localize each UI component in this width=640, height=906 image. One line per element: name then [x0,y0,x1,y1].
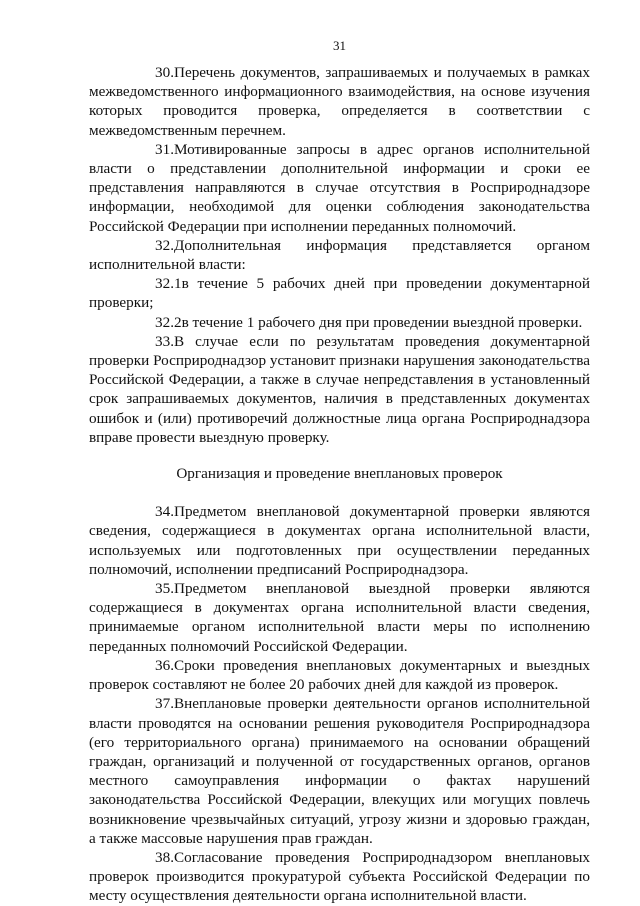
paragraph-36 [89,656,590,694]
paragraph-35 [89,579,590,656]
paragraph-32-2 [89,313,590,332]
paragraph-number: 32. [155,236,174,254]
paragraph-text: Перечень документов, запрашиваемых и получаемых в рамках межведомственного информационного взаимодействия, на основе изучения которых проводится проверка, определяется в соответствии с межведомственным перечнем. [89,64,590,139]
paragraph-37 [89,694,590,848]
paragraph-33 [89,332,590,447]
paragraph-text: в течение 5 рабочих дней при проведении документарной проверки; [89,275,590,312]
paragraph-number: 32.2 [155,313,182,331]
paragraph-34 [89,502,590,579]
paragraph-number: 30. [155,64,174,81]
paragraph-31 [89,140,590,236]
paragraph-text: Сроки проведения внеплановых документарных и выездных проверок составляют не более 20 рабочих дней для каждой из проверок. [89,656,590,694]
paragraph-text: Мотивированные запросы в адрес органов исполнительной власти о представлении дополнительной информации и сроки ее представления направляются в случае отсутствия в Росприроднадзоре информации, необходимой для оценки соблюдения законодательства Российской Федерации при исполнении переданных полномочий. [89,140,590,235]
paragraph-text: Дополнительная информация представляется органом исполнительной власти: [89,236,590,274]
paragraph-number: 32.1 [155,275,182,293]
paragraph-38 [89,848,590,906]
paragraph-text: Внеплановые проверки деятельности органов исполнительной власти проводятся на основании решения руководителя Росприроднадзора (его территориального органа) принимаемого на основании обращений граждан, организаций и полученной от государственных органов, органов местного самоуправления информации о фактах нарушений законодательства Российской Федерации, влекущих или могущих повлечь возникновение чрезвычайных ситуаций, угрозу жизни и здоровью граждан, а также массовые нарушения прав граждан. [89,695,590,847]
paragraph-text: Согласование проведения Росприроднадзором внеплановых проверок производится прокуратурой субъекта Российской Федерации по месту осуществления деятельности органа исполнительной власти. [89,848,590,905]
paragraph-text: В случае если по результатам проведения документарной проверки Росприроднадзор установит признаки нарушения законодательства Российской Федерации, а также в случае непредставления в установленный срок запрашиваемых документов, наличия в представленных документах ошибок и (или) противоречий должностные лица органа Росприроднадзора вправе провести выездную проверку. [89,332,590,446]
paragraph-number: 36. [155,656,174,674]
paragraph-32 [89,236,590,274]
section-title: Организация и проведение внеплановых проверок [176,465,503,483]
paragraph-text: Предметом внеплановой выездной проверки являются содержащиеся в документах органа исполнительной власти сведения, принимаемые органом исполнительной власти меры по исполнению переданных полномочий Российской Федерации. [89,580,590,655]
paragraph-number: 33. [155,332,174,350]
page-number: 31 [333,38,346,53]
paragraph-30 [89,63,590,140]
paragraph-number: 34. [155,503,174,521]
paragraph-32-1 [89,274,590,312]
paragraph-text: в течение 1 рабочего дня при проведении выездной проверки. [181,313,583,331]
paragraph-number: 35. [155,580,174,598]
paragraph-number: 38. [155,848,174,866]
paragraph-number: 37. [155,695,174,713]
paragraph-number: 31. [155,140,174,158]
paragraph-text: Предметом внеплановой документарной проверки являются сведения, содержащиеся в документах органа исполнительной власти, используемых или подготовленных при осуществлении переданных полномочий, исполнении предписаний Росприроднадзора. [89,503,590,578]
